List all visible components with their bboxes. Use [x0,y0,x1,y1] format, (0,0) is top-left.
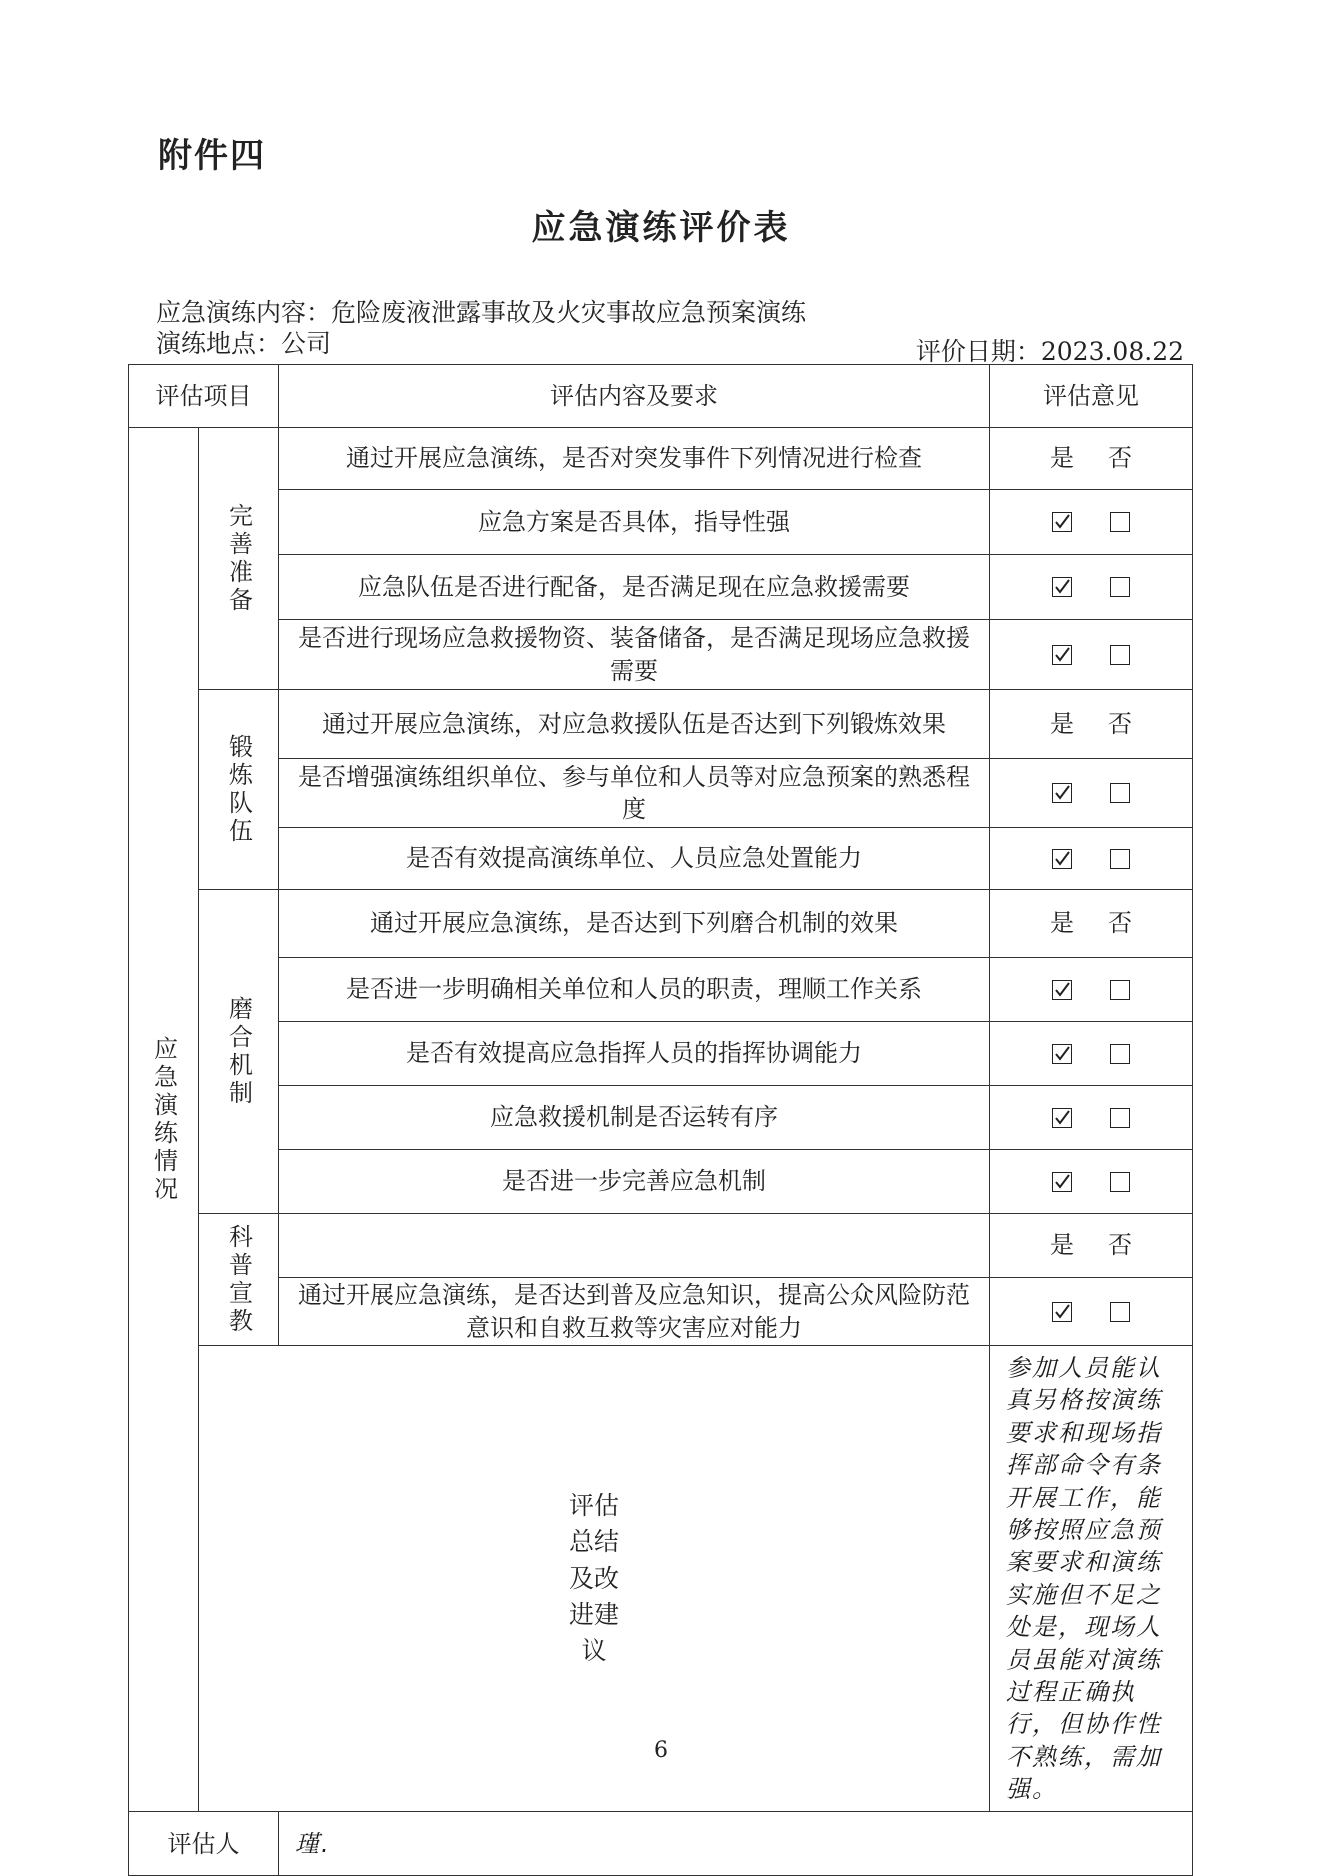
evaluator-row [129,1812,1193,1876]
page-title: 应急演练评价表 [531,208,791,248]
main-category-label: 应急演练情况 [149,1035,178,1204]
checkbox-cell [990,828,1193,890]
no-label: 否 [1108,709,1132,738]
yes-no-header [990,1214,1193,1278]
no-checkbox[interactable] [1110,645,1130,665]
yes-checkbox[interactable] [1052,645,1072,665]
checkbox-cell [990,759,1193,828]
group-label-cell [199,428,279,690]
yes-no-header [990,428,1193,490]
criteria-text: 应急方案是否具体，指导性强 [279,490,990,555]
criteria-text: 是否进一步完善应急机制 [279,1150,990,1214]
group-intro-row [129,1214,1193,1278]
checkbox-cell [990,1022,1193,1086]
header-content: 评估内容及要求 [279,365,990,428]
checkbox-cell [990,958,1193,1022]
summary-handwriting: 参加人员能认真另格按演练要求和现场指挥部命令有条开展工作，能够按照应急预案要求和演练实施但不足之处是，现场人员虽能对演练过程正确执行，但协作性不熟练，需加强。 [990,1346,1193,1812]
evaluator-label: 评估人 [129,1812,279,1876]
yes-checkbox[interactable] [1052,980,1072,1000]
group-intro-text [279,1214,990,1278]
table-row [129,490,1193,555]
criteria-text: 是否有效提高应急指挥人员的指挥协调能力 [279,1022,990,1086]
group-label-cell [199,1214,279,1346]
group-intro-row [129,690,1193,759]
table-row [129,958,1193,1022]
checkbox-cell [990,1086,1193,1150]
group-label-cell [199,690,279,890]
group-intro-text: 通过开展应急演练，是否对突发事件下列情况进行检查 [279,428,990,490]
yes-checkbox[interactable] [1052,1044,1072,1064]
no-checkbox[interactable] [1110,577,1130,597]
checkbox-cell [990,1278,1193,1346]
summary-label: 评估总结及改进建议 [568,1491,619,1666]
no-checkbox[interactable] [1110,1044,1130,1064]
group-intro-text: 通过开展应急演练，是否达到下列磨合机制的效果 [279,890,990,958]
table-row [129,1278,1193,1346]
group-intro-row [129,428,1193,490]
table-row [129,759,1193,828]
no-checkbox[interactable] [1110,980,1130,1000]
yes-checkbox[interactable] [1052,1302,1072,1322]
table-row [129,1150,1193,1214]
yes-label: 是 [1050,444,1074,473]
no-checkbox[interactable] [1110,783,1130,803]
group-label: 完善准备 [224,502,253,615]
yes-no-header [990,890,1193,958]
attachment-label: 附件四 [158,136,266,176]
evaluator-signature: 瑾. [279,1812,1193,1876]
yes-label: 是 [1050,709,1074,738]
criteria-text: 应急救援机制是否运转有序 [279,1086,990,1150]
yes-checkbox[interactable] [1052,512,1072,532]
group-label: 锻炼队伍 [224,733,253,846]
criteria-text: 是否有效提高演练单位、人员应急处置能力 [279,828,990,890]
no-label: 否 [1108,444,1132,473]
yes-label: 是 [1050,909,1074,938]
yes-label: 是 [1050,1231,1074,1260]
drill-location-line: 演练地点：公司 [156,329,332,358]
table-row [129,1022,1193,1086]
yes-checkbox[interactable] [1052,783,1072,803]
checkbox-cell [990,620,1193,690]
table-row [129,620,1193,690]
checkbox-cell [990,555,1193,620]
no-label: 否 [1108,1231,1132,1260]
group-label-cell [199,890,279,1214]
evaluation-table [128,364,1193,1876]
table-header-row [129,365,1193,428]
checkbox-cell [990,490,1193,555]
table-row [129,1086,1193,1150]
no-checkbox[interactable] [1110,1108,1130,1128]
header-item: 评估项目 [129,365,279,428]
criteria-text: 通过开展应急演练，是否达到普及应急知识，提高公众风险防范意识和自救互救等灾害应对能力 [279,1278,990,1346]
criteria-text: 是否进一步明确相关单位和人员的职责，理顺工作关系 [279,958,990,1022]
criteria-text: 应急队伍是否进行配备，是否满足现在应急救援需要 [279,555,990,620]
table-row [129,555,1193,620]
group-intro-row [129,890,1193,958]
drill-content-line: 应急演练内容：危险废液泄露事故及火灾事故应急预案演练 [156,298,807,327]
no-checkbox[interactable] [1110,1302,1130,1322]
page-number: 6 [654,1738,668,1763]
evaluation-date-line: 评价日期：2023.08.22 [915,337,1184,366]
group-label: 科普宣教 [224,1223,253,1336]
checkbox-cell [990,1150,1193,1214]
criteria-text: 是否增强演练组织单位、参与单位和人员等对应急预案的熟悉程度 [279,759,990,828]
yes-checkbox[interactable] [1052,1172,1072,1192]
no-label: 否 [1108,909,1132,938]
yes-checkbox[interactable] [1052,1108,1072,1128]
criteria-text: 是否进行现场应急救援物资、装备储备，是否满足现场应急救援需要 [279,620,990,690]
group-intro-text: 通过开展应急演练，对应急救援队伍是否达到下列锻炼效果 [279,690,990,759]
yes-checkbox[interactable] [1052,577,1072,597]
main-category-cell [129,428,199,1812]
no-checkbox[interactable] [1110,512,1130,532]
yes-checkbox[interactable] [1052,849,1072,869]
yes-no-header [990,690,1193,759]
table-row [129,828,1193,890]
no-checkbox[interactable] [1110,849,1130,869]
group-label: 磨合机制 [224,995,253,1108]
no-checkbox[interactable] [1110,1172,1130,1192]
header-opinion: 评估意见 [990,365,1193,428]
